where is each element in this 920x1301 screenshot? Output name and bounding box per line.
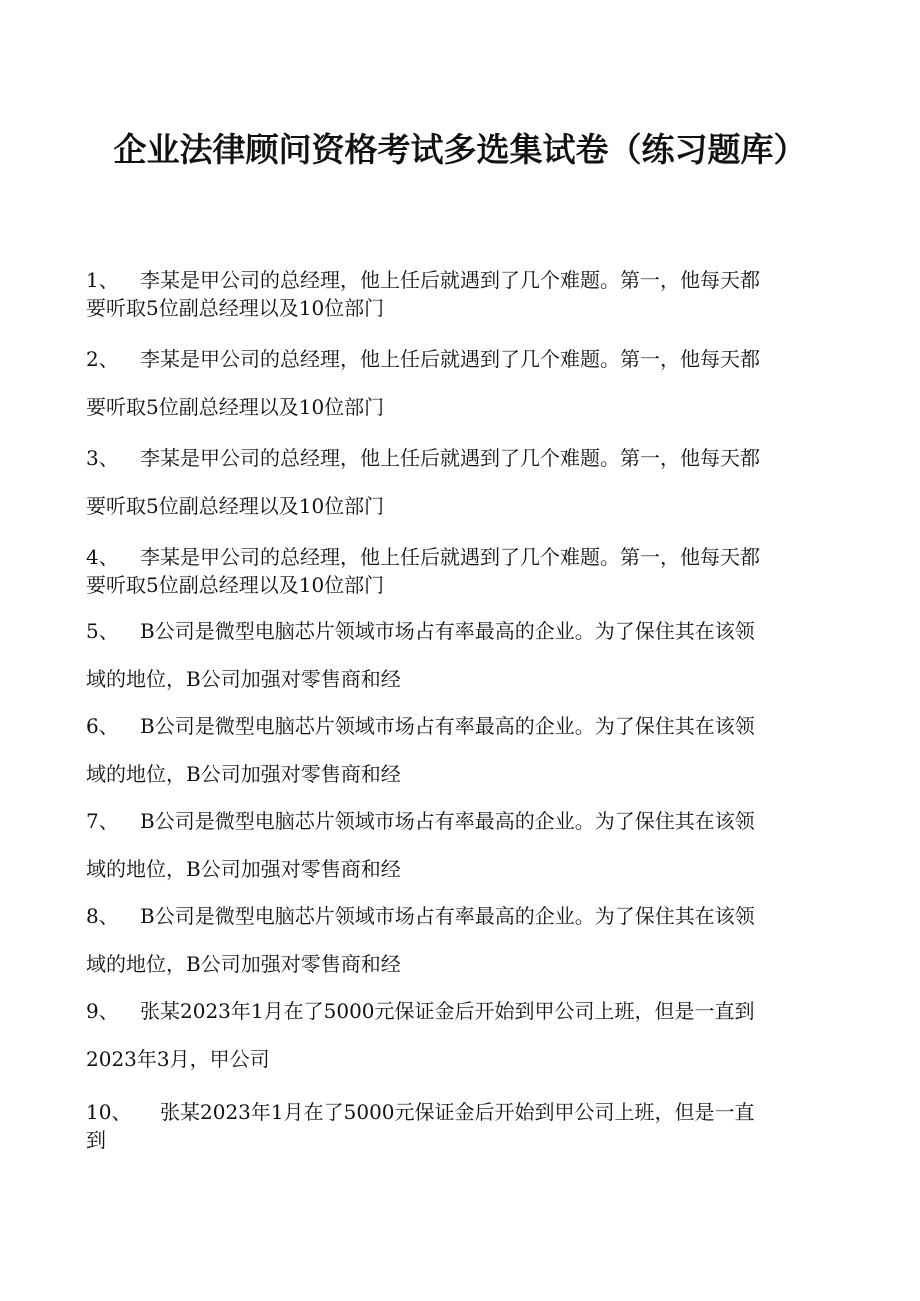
question-text-line2: 要听取5位副总经理以及10位部门 <box>86 395 385 419</box>
question-number: 6、 <box>86 714 119 738</box>
question-number: 9、 <box>86 999 119 1023</box>
question-text-line1: 李某是甲公司的总经理，他上任后就遇到了几个难题。第一，他每天都 <box>140 347 760 371</box>
question-item <box>86 543 816 599</box>
question-text-line1: 张某2023年1月在了5000元保证金后开始到甲公司上班，但是一直 <box>160 1100 755 1124</box>
question-text-line1: 李某是甲公司的总经理，他上任后就遇到了几个难题。第一，他每天都 <box>140 446 760 470</box>
question-text-line2: 要听取5位副总经理以及10位部门 <box>86 494 385 518</box>
question-number: 10、 <box>86 1100 132 1124</box>
question-item <box>86 712 816 788</box>
question-item <box>86 807 816 883</box>
question-item <box>86 345 816 421</box>
question-text-line2: 域的地位，B公司加强对零售商和经 <box>86 857 401 881</box>
question-item <box>86 1098 816 1154</box>
question-text-line2: 2023年3月，甲公司 <box>86 1047 270 1071</box>
question-number: 1、 <box>86 268 119 292</box>
question-text-line2: 域的地位，B公司加强对零售商和经 <box>86 667 401 691</box>
question-text-line1: B公司是微型电脑芯片领域市场占有率最高的企业。为了保住其在该领 <box>140 904 755 928</box>
question-item <box>86 266 816 322</box>
question-text-line2: 域的地位，B公司加强对零售商和经 <box>86 762 401 786</box>
question-number: 5、 <box>86 619 119 643</box>
question-item <box>86 997 816 1073</box>
question-text-line2: 到 <box>86 1128 106 1152</box>
question-text-line2: 域的地位，B公司加强对零售商和经 <box>86 952 401 976</box>
question-text-line1: B公司是微型电脑芯片领域市场占有率最高的企业。为了保住其在该领 <box>140 619 755 643</box>
question-text-line1: 李某是甲公司的总经理，他上任后就遇到了几个难题。第一，他每天都 <box>140 268 760 292</box>
question-item <box>86 902 816 978</box>
question-number: 2、 <box>86 347 119 371</box>
question-number: 4、 <box>86 545 119 569</box>
question-text-line1: 李某是甲公司的总经理，他上任后就遇到了几个难题。第一，他每天都 <box>140 545 760 569</box>
question-text-line2: 要听取5位副总经理以及10位部门 <box>86 573 385 597</box>
question-text-line1: B公司是微型电脑芯片领域市场占有率最高的企业。为了保住其在该领 <box>140 809 755 833</box>
question-text-line1: 张某2023年1月在了5000元保证金后开始到甲公司上班，但是一直到 <box>140 999 755 1023</box>
document-title: 企业法律顾问资格考试多选集试卷（练习题库） <box>113 130 807 169</box>
question-number: 7、 <box>86 809 119 833</box>
question-text-line2: 要听取5位副总经理以及10位部门 <box>86 296 385 320</box>
question-text-line1: B公司是微型电脑芯片领域市场占有率最高的企业。为了保住其在该领 <box>140 714 755 738</box>
question-item <box>86 617 816 693</box>
question-item <box>86 444 816 520</box>
question-number: 3、 <box>86 446 119 470</box>
question-number: 8、 <box>86 904 119 928</box>
